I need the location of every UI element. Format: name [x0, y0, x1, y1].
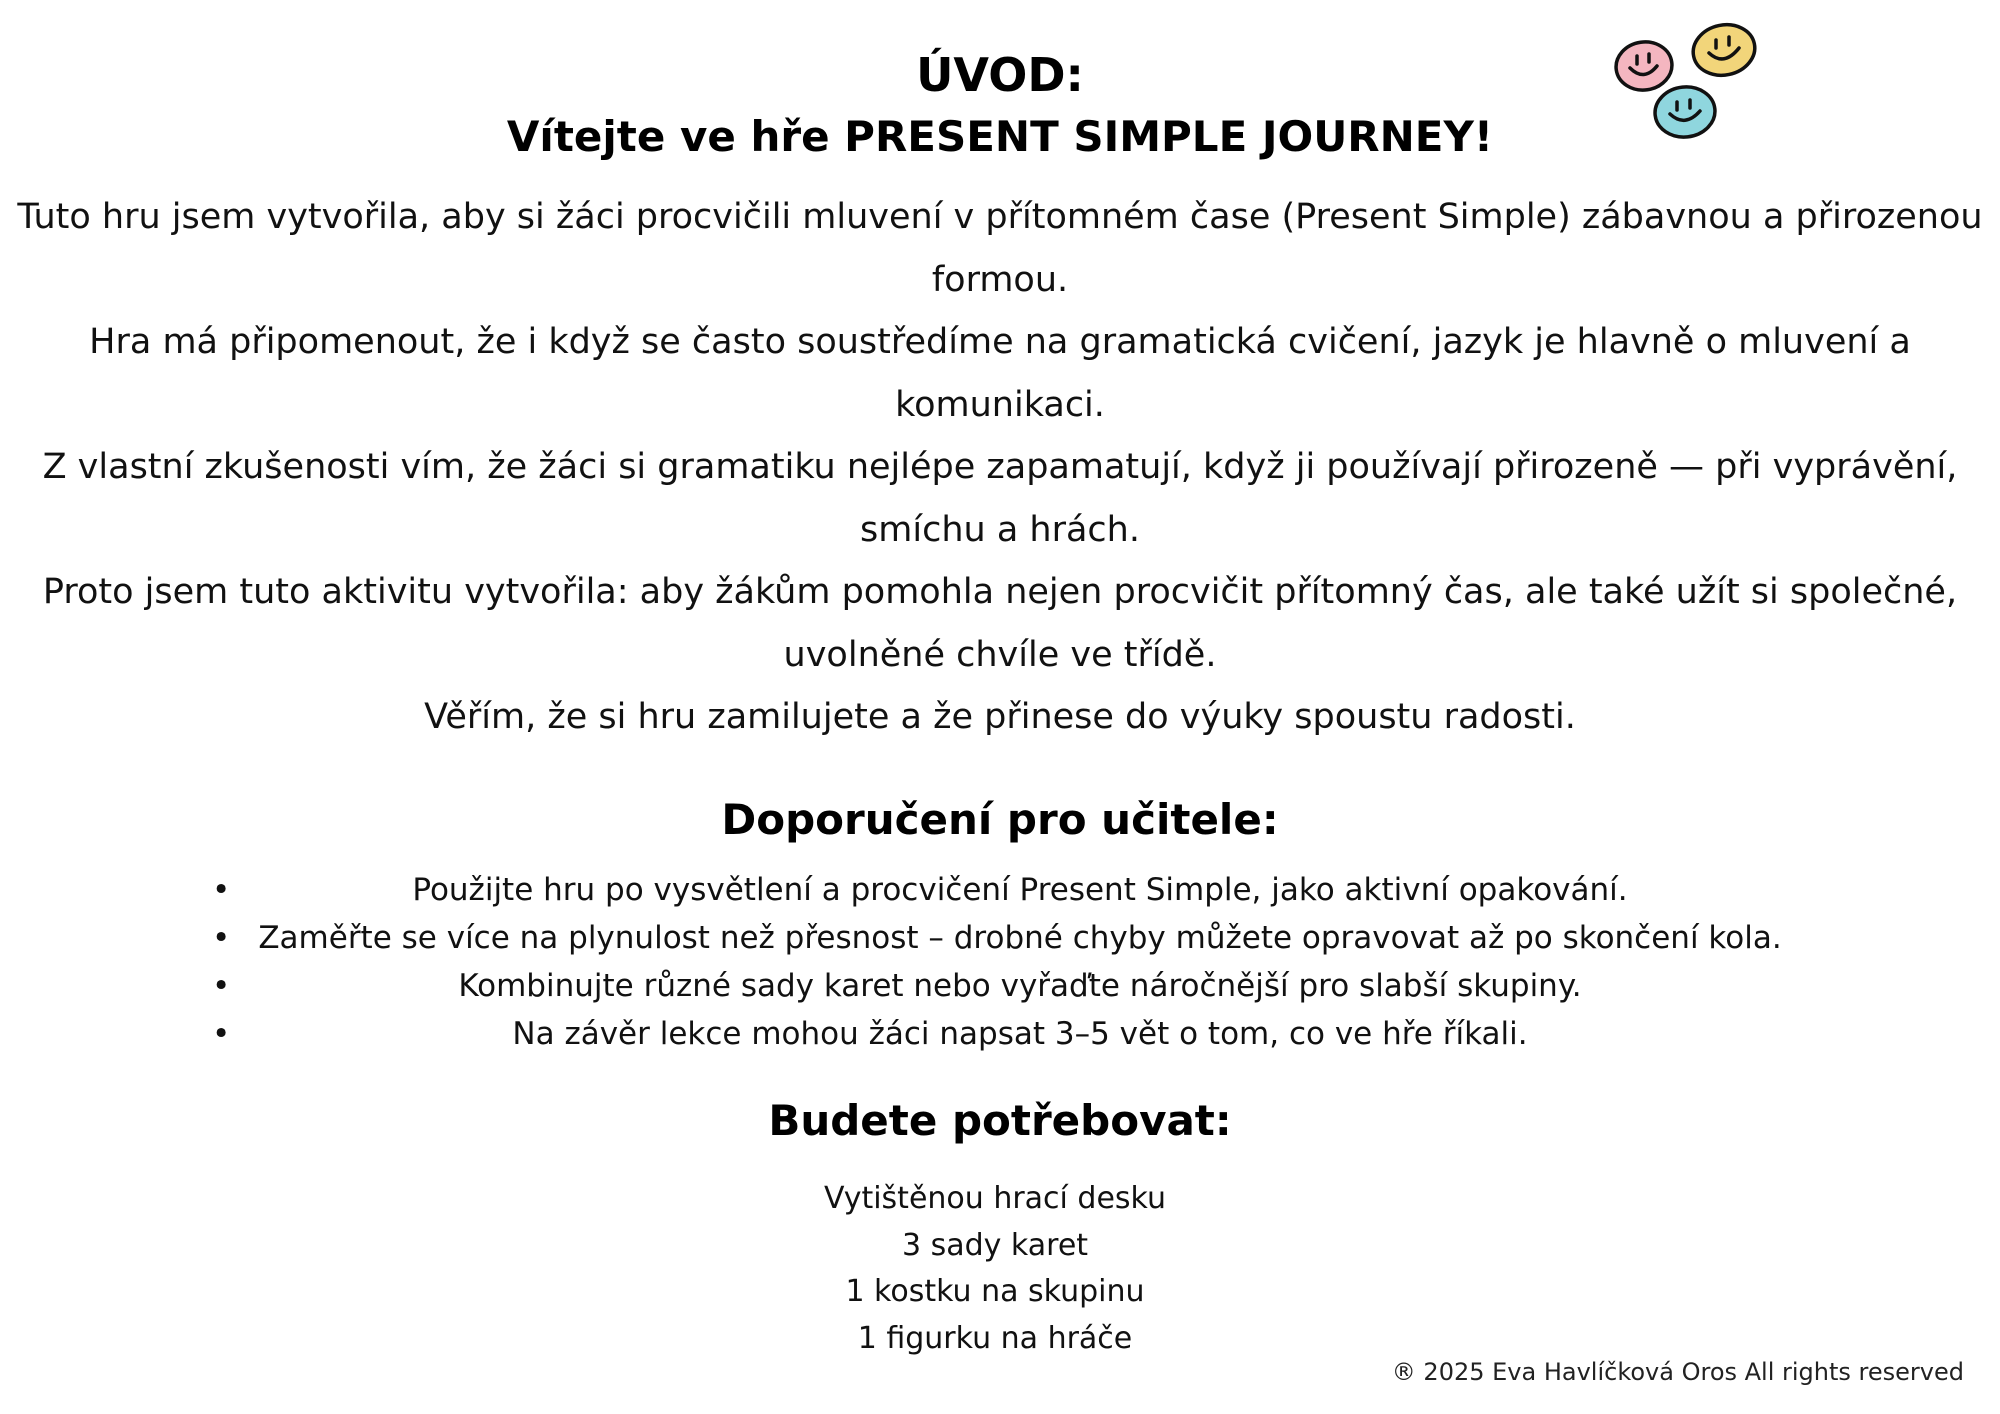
bullet-icon: •: [212, 872, 231, 908]
list-item: 3 sady karet: [901, 1227, 1089, 1263]
tip-text: Zaměřte se více na plynulost než přesnost – drobné chyby můžete opravovat až po skončení kola.: [258, 920, 1782, 956]
smiley-yellow-icon: [1688, 20, 1759, 81]
intro-paragraph: Věřím, že si hru zamilujete a že přinese do výuky spoustu radosti.: [424, 697, 1576, 737]
smileys-decoration: [1610, 20, 1760, 145]
intro-paragraph: Hra má připomenout, že i když se často soustředíme na gramatická cvičení, jazyk je hlavně o mluvení a komunikaci.: [89, 322, 1911, 425]
list-item: [212, 962, 1800, 1010]
bullet-icon: •: [212, 968, 231, 1004]
intro-text: [0, 186, 2000, 749]
list-item: 1 figurku na hráče: [857, 1320, 1133, 1356]
list-item: 1 kostku na skupinu: [845, 1274, 1145, 1309]
tip-text: Na závěr lekce mohou žáci napsat 3–5 vět o tom, co ve hře říkali.: [512, 1016, 1528, 1052]
smiley-teal-icon: [1653, 84, 1718, 140]
needs-list: [0, 1176, 1990, 1362]
smiley-pink-icon: [1613, 38, 1675, 93]
tip-text: Použijte hru po vysvětlení a procvičení Present Simple, jako aktivní opakování.: [412, 872, 1628, 908]
title-line-1: ÚVOD:: [916, 48, 1084, 102]
intro-paragraph: Proto jsem tuto aktivitu vytvořila: aby žákům pomohla nejen procvičit přítomný čas, ale také užít si společné, uvolněné chvíle ve třídě.: [42, 572, 1958, 675]
teachers-heading: Doporučení pro učitele:: [721, 795, 1279, 844]
intro-paragraph: Z vlastní zkušenosti vím, že žáci si gramatiku nejlépe zapamatují, když ji používají přirozeně — při vyprávění, smíchu a hrách.: [42, 447, 1958, 550]
bullet-icon: •: [212, 1016, 231, 1052]
title-line-2: Vítejte ve hře PRESENT SIMPLE JOURNEY!: [506, 112, 1494, 161]
list-item: [212, 866, 1800, 914]
bullet-icon: •: [212, 920, 231, 956]
list-item: [212, 1010, 1800, 1058]
needs-heading: Budete potřebovat:: [768, 1096, 1232, 1145]
list-item: Vytištěnou hrací desku: [823, 1181, 1167, 1216]
tip-text: Kombinujte různé sady karet nebo vyřaďte náročnější pro slabší skupiny.: [458, 968, 1582, 1004]
copyright-notice: ® 2025 Eva Havlíčková Oros All rights reserved: [1391, 1358, 1964, 1386]
list-item: [212, 914, 1800, 962]
teacher-tips-list: [212, 866, 1800, 1058]
intro-paragraph: Tuto hru jsem vytvořila, aby si žáci procvičili mluvení v přítomném čase (Present Simple) zábavnou a přirozenou formou.: [17, 197, 1983, 300]
